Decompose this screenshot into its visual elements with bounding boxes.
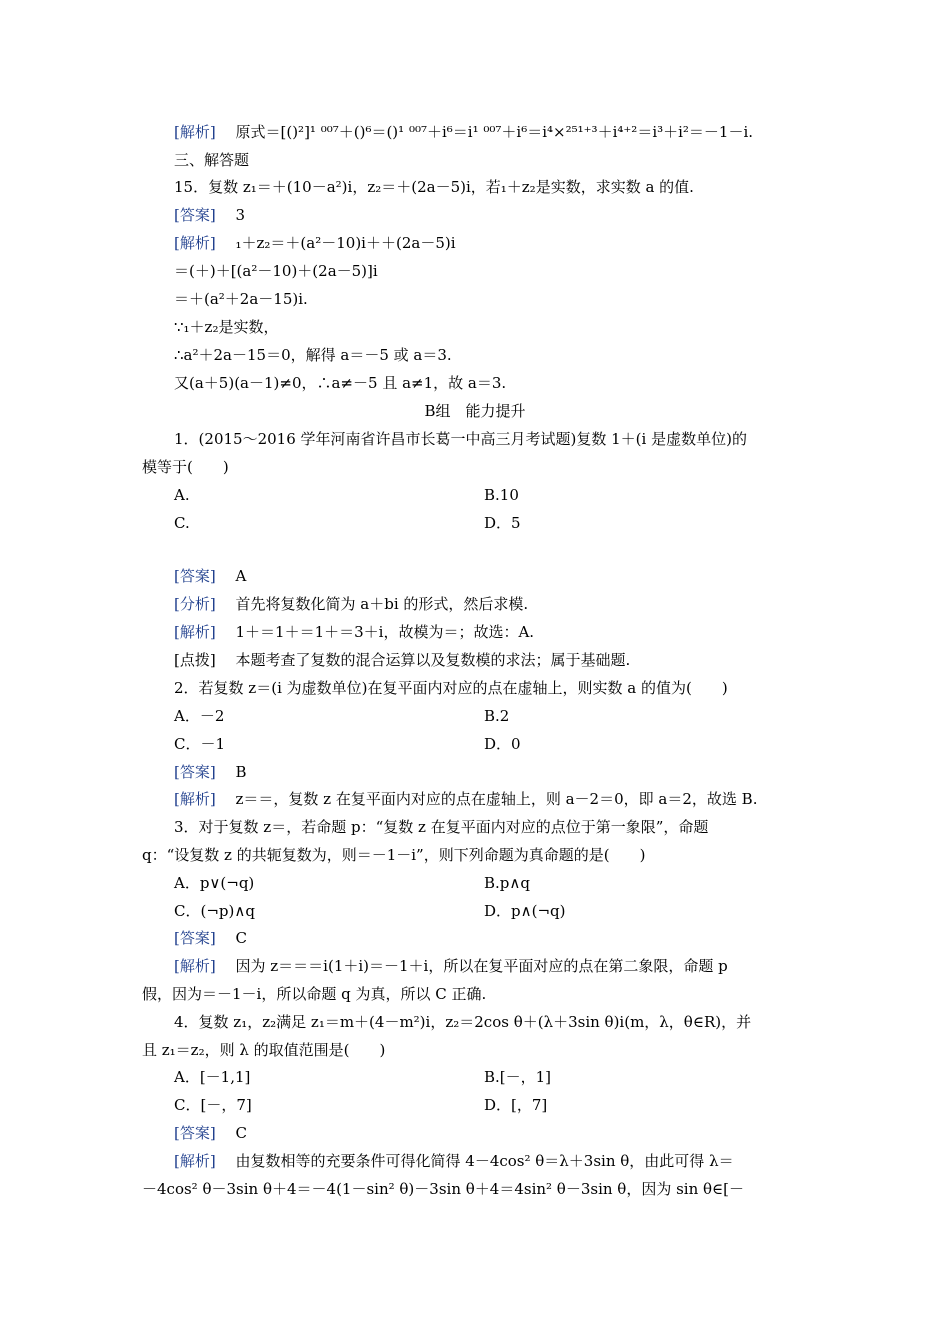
q4-option-c: C．[－，7] xyxy=(174,1096,252,1114)
dianbo-tag: [点拨] xyxy=(174,651,216,669)
q1-analysis xyxy=(174,622,534,642)
answer-value: A xyxy=(235,567,247,585)
q1-answer xyxy=(174,566,246,586)
q15-analysis-line-3: ＝＋(a²＋2a－15)i. xyxy=(174,290,308,308)
analysis-tag: [解析] xyxy=(174,790,216,808)
q1-question-line-1: 1．(2015～2016 学年河南省许昌市长葛一中高三月考试题)复数 1＋(i 是虚数单位)的 xyxy=(174,430,747,448)
q4-question-line-2: 且 z₁＝z₂，则 λ 的取值范围是( ) xyxy=(142,1041,386,1059)
answer-tag: [答案] xyxy=(174,567,216,585)
analysis-tag: [解析] xyxy=(174,1152,216,1170)
analysis-text: 1＋＝1＋＝1＋＝3＋i，故模为＝；故选：A. xyxy=(235,623,535,641)
analysis-tag: [解析] xyxy=(174,123,216,141)
analysis-tag: [解析] xyxy=(174,957,216,975)
q4-option-b: B.[－，1] xyxy=(484,1068,552,1086)
answer-value: C xyxy=(235,929,247,947)
q3-option-d: D．p∧(¬q) xyxy=(484,902,566,920)
q1-fenxi xyxy=(174,594,528,614)
answer-tag: [答案] xyxy=(174,763,216,781)
part3-heading: 三、解答题 xyxy=(174,151,250,169)
q2-option-c: C．－1 xyxy=(174,735,226,753)
q2-option-d: D．0 xyxy=(484,735,521,753)
q2-analysis xyxy=(174,789,757,809)
q3-answer xyxy=(174,928,247,948)
analysis-text: ₁＋z₂＝＋(a²－10)i＋＋(2a－5)i xyxy=(235,234,456,252)
analysis-tag: [解析] xyxy=(174,623,216,641)
q3-analysis-line-1 xyxy=(174,956,728,976)
q2-answer xyxy=(174,762,247,782)
fenxi-text: 首先将复数化简为 a＋bi 的形式，然后求模. xyxy=(235,595,529,613)
analysis-tag: [解析] xyxy=(174,234,216,252)
q3-option-c: C．(¬p)∧q xyxy=(174,902,255,920)
dianbo-text: 本题考查了复数的混合运算以及复数模的求法；属于基础题. xyxy=(235,651,631,669)
q1-option-c: C. xyxy=(174,514,190,532)
answer-tag: [答案] xyxy=(174,1124,216,1142)
q1-option-a: A. xyxy=(174,486,190,504)
answer-value: 3 xyxy=(235,206,246,224)
q4-analysis-line-2: －4cos² θ－3sin θ＋4＝－4(1－sin² θ)－3sin θ＋4＝4sin² θ－3sin θ，因为 sin θ∈[－ xyxy=(142,1180,745,1198)
top-analysis xyxy=(174,122,753,142)
q2-option-a: A．－2 xyxy=(174,707,225,725)
fenxi-tag: [分析] xyxy=(174,595,216,613)
q4-option-d: D．[，7] xyxy=(484,1096,548,1114)
q4-answer xyxy=(174,1123,247,1143)
group-b-title: B组 能力提升 xyxy=(424,402,526,420)
q3-option-a: A．p∨(¬q) xyxy=(174,874,255,892)
q15-analysis-line-5: ∴a²＋2a－15＝0，解得 a＝－5 或 a＝3. xyxy=(174,346,452,364)
q1-question-line-2: 模等于( ) xyxy=(142,458,229,476)
answer-value: C xyxy=(235,1124,247,1142)
q15-question: 15．复数 z₁＝＋(10－a²)i，z₂＝＋(2a－5)i，若₁＋z₂是实数，求实数 a 的值. xyxy=(174,178,694,196)
answer-value: B xyxy=(235,763,247,781)
analysis-text: 因为 z＝＝＝i(1＋i)＝－1＋i，所以在复平面对应的点在第二象限，命题 p xyxy=(235,957,728,975)
analysis-text: z＝＝，复数 z 在复平面内对应的点在虚轴上，则 a－2＝0，即 a＝2，故选 B. xyxy=(235,790,758,808)
answer-tag: [答案] xyxy=(174,929,216,947)
q15-analysis-line-4: ∵₁＋z₂是实数， xyxy=(174,318,279,336)
q15-analysis-line-1 xyxy=(174,233,456,253)
q4-question-line-1: 4．复数 z₁，z₂满足 z₁＝m＋(4－m²)i，z₂＝2cos θ＋(λ＋3sin θ)i(m，λ，θ∈R)，并 xyxy=(174,1013,752,1031)
q4-analysis-line-1 xyxy=(174,1151,734,1171)
q15-answer xyxy=(174,205,245,225)
q2-question: 2．若复数 z＝(i 为虚数单位)在复平面内对应的点在虚轴上，则实数 a 的值为( ) xyxy=(174,679,728,697)
q3-option-b: B.p∧q xyxy=(484,874,530,892)
q1-dianbo xyxy=(174,650,630,670)
analysis-text: 由复数相等的充要条件可得化简得 4－4cos² θ＝λ＋3sin θ，由此可得 λ＝ xyxy=(235,1152,734,1170)
q3-question-line-2: q：“设复数 z 的共轭复数为，则＝－1－i”，则下列命题为真命题的是( ) xyxy=(142,846,646,864)
answer-tag: [答案] xyxy=(174,206,216,224)
q3-question-line-1: 3．对于复数 z＝，若命题 p：“复数 z 在复平面内对应的点位于第一象限”，命题 xyxy=(174,818,709,836)
q3-analysis-line-2: 假，因为＝－1－i，所以命题 q 为真，所以 C 正确. xyxy=(142,985,487,1003)
q15-analysis-line-6: 又(a＋5)(a－1)≠0，∴a≠－5 且 a≠1，故 a＝3. xyxy=(174,374,507,392)
q1-option-b: B.10 xyxy=(484,486,519,504)
q4-option-a: A．[－1,1] xyxy=(174,1068,251,1086)
q15-analysis-line-2: ＝(＋)＋[(a²－10)＋(2a－5)]i xyxy=(174,262,378,280)
analysis-text: 原式＝[()²]¹ ⁰⁰⁷＋()⁶＝()¹ ⁰⁰⁷＋i⁶＝i¹ ⁰⁰⁷＋i⁶＝i⁴×²⁵¹⁺³＋i⁴⁺²＝i³＋i²＝－1－i. xyxy=(235,123,754,141)
q2-option-b: B.2 xyxy=(484,707,510,725)
q1-option-d: D．5 xyxy=(484,514,521,532)
